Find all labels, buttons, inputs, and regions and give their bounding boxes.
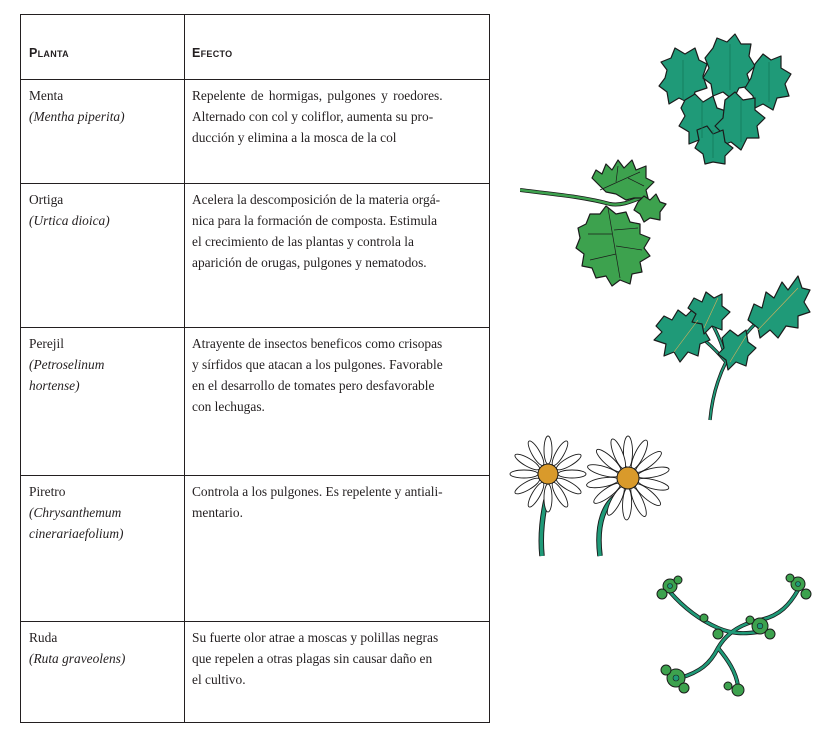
effect-line: el crecimiento de las plantas y controla la bbox=[192, 234, 414, 249]
daisy-flower bbox=[586, 436, 670, 520]
effect-line: mentario. bbox=[192, 505, 243, 520]
effect-line: y sírfidos que atacan a los pulgones. Favorable bbox=[192, 357, 443, 372]
plant-scientific-name: (Urtica dioica) bbox=[29, 213, 110, 228]
parsley-illustration bbox=[648, 268, 813, 423]
plant-cell-ruda bbox=[29, 627, 179, 669]
row-divider bbox=[21, 327, 489, 328]
plant-common-name: Ortiga bbox=[29, 192, 64, 207]
plant-cell-menta bbox=[29, 85, 179, 127]
row-divider bbox=[21, 183, 489, 184]
plant-scientific-name: (Mentha piperita) bbox=[29, 109, 125, 124]
plant-common-name: Perejil bbox=[29, 336, 64, 351]
header-plant: Planta bbox=[29, 46, 69, 60]
pyrethrum-illustration bbox=[508, 432, 678, 562]
plant-common-name: Piretro bbox=[29, 484, 66, 499]
effect-line: Su fuerte olor atrae a moscas y polillas negras bbox=[192, 630, 439, 645]
effect-cell-piretro bbox=[192, 481, 482, 523]
mint-illustration bbox=[655, 30, 800, 165]
plant-cell-ortiga bbox=[29, 189, 179, 231]
effect-line: nica para la formación de composta. Estimula bbox=[192, 213, 438, 228]
effect-cell-ortiga bbox=[192, 189, 482, 273]
plant-scientific-name: (Chrysanthemum bbox=[29, 505, 122, 520]
plant-cell-piretro bbox=[29, 481, 179, 544]
effect-line: aparición de orugas, pulgones y nematodos. bbox=[192, 255, 427, 270]
plant-common-name: Ruda bbox=[29, 630, 58, 645]
effect-cell-ruda bbox=[192, 627, 482, 690]
effect-line: en el desarrollo de tomates pero desfavorable bbox=[192, 378, 435, 393]
effect-line: Acelera la descomposición de la materia orgá- bbox=[192, 192, 441, 207]
row-divider bbox=[21, 621, 489, 622]
plant-scientific-name: cinerariaefolium) bbox=[29, 526, 124, 541]
rue-illustration bbox=[640, 568, 815, 703]
effect-line: Atrayente de insectos beneficos como crisopas bbox=[192, 336, 443, 351]
effect-line: que repelen a otras plagas sin causar daño en bbox=[192, 651, 433, 666]
effect-cell-perejil bbox=[192, 333, 482, 417]
effect-line: Controla a los pulgones. Es repelente y antiali- bbox=[192, 484, 443, 499]
plant-scientific-name: (Petroselinum bbox=[29, 357, 105, 372]
column-divider bbox=[184, 15, 185, 722]
effect-line: con lechugas. bbox=[192, 399, 265, 414]
effect-line: Alternado con col y coliflor, aumenta su pro- bbox=[192, 109, 434, 124]
effect-line: Repelente de hormigas, pulgones y roedores. bbox=[192, 88, 443, 103]
header-divider bbox=[21, 79, 489, 80]
plant-common-name: Menta bbox=[29, 88, 64, 103]
effect-line: ducción y elimina a la mosca de la col bbox=[192, 130, 397, 145]
plant-cell-perejil bbox=[29, 333, 179, 396]
plant-scientific-name: hortense) bbox=[29, 378, 80, 393]
daisy-flower bbox=[510, 436, 586, 512]
companion-plants-table bbox=[20, 14, 490, 723]
header-effect: Efecto bbox=[192, 46, 233, 60]
plant-scientific-name: (Ruta graveolens) bbox=[29, 651, 126, 666]
effect-line: el cultivo. bbox=[192, 672, 246, 687]
effect-cell-menta bbox=[192, 85, 482, 148]
row-divider bbox=[21, 475, 489, 476]
